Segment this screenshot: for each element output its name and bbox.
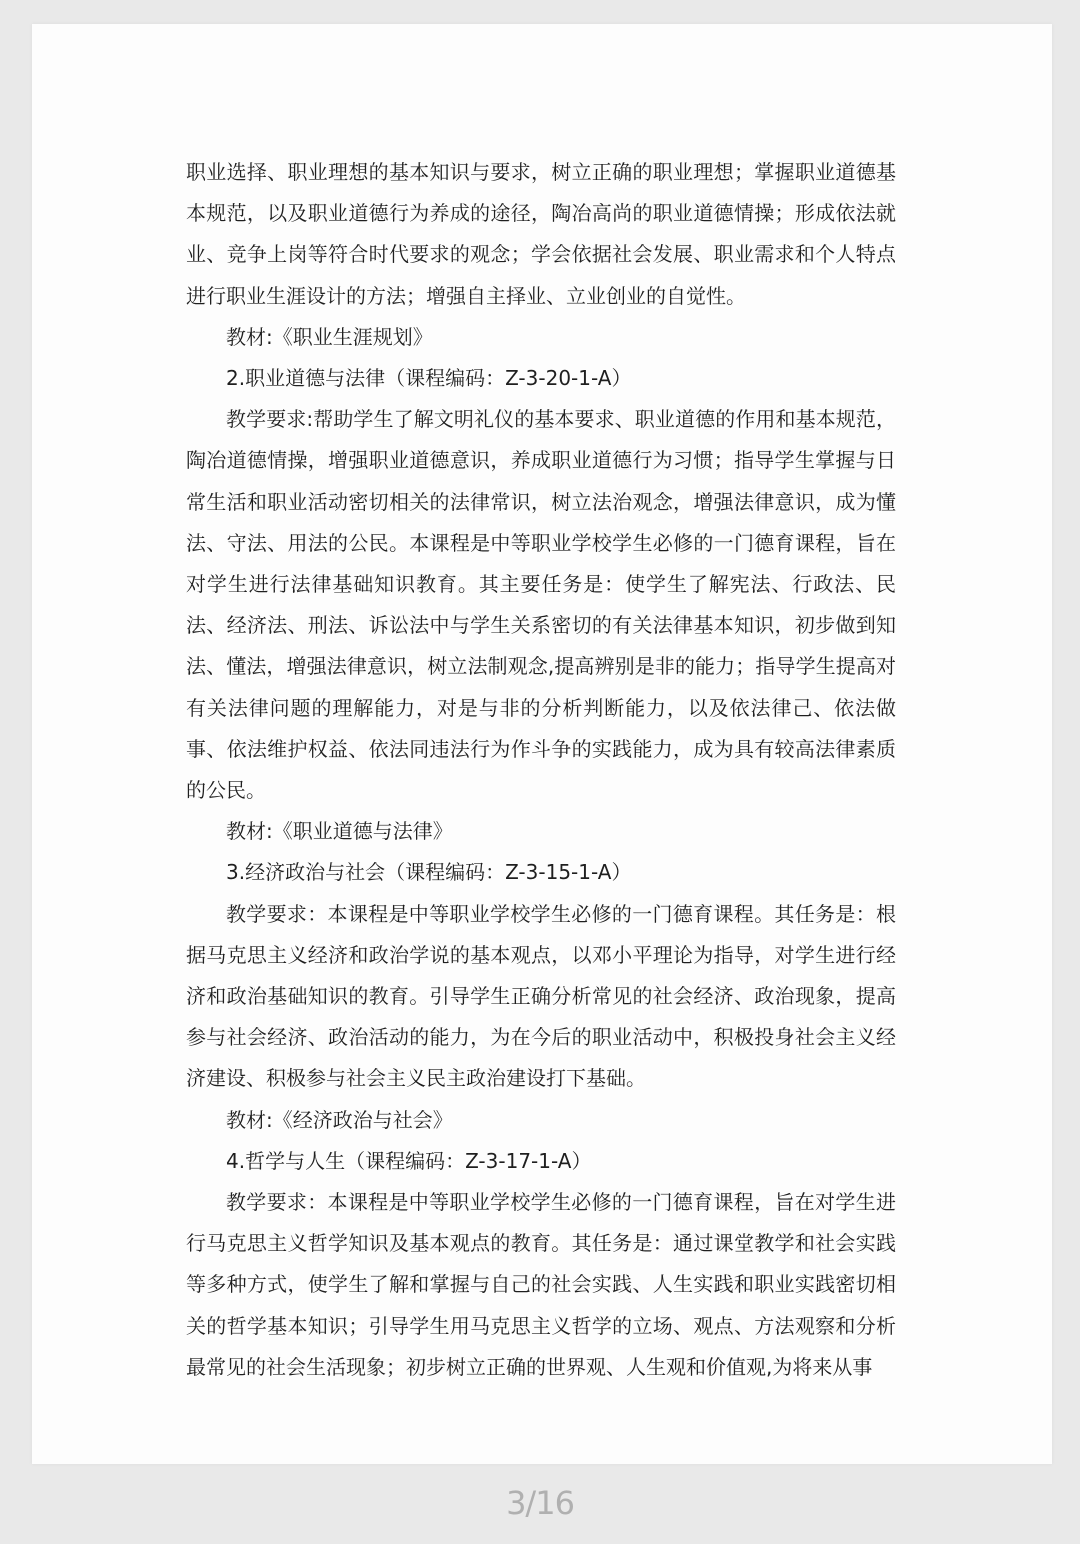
- page-number: 3/16: [506, 1484, 574, 1522]
- course-heading-economics-politics: 3.经济政治与社会（课程编码：Z-3-15-1-A）: [226, 860, 632, 885]
- paragraph-career-goals: 职业选择、职业理想的基本知识与要求，树立正确的职业理想；掌握职业道德基本规范，以及职业道德行为养成的途径，陶冶高尚的职业道德情操；形成依法就业、竞争上岗等符合时代要求的观念；学会依据社会发展、职业需求和个人特点进行职业生涯设计的方法；增强自主择业、立业创业的自觉性。: [186, 160, 896, 308]
- textbook-career-planning: 教材:《职业生涯规划》: [226, 324, 433, 349]
- textbook-economics-politics: 教材:《经济政治与社会》: [226, 1107, 453, 1132]
- textbook-ethics-law: 教材:《职业道德与法律》: [226, 819, 453, 844]
- course-heading-ethics-law: 2.职业道德与法律（课程编码：Z-3-20-1-A）: [226, 366, 632, 391]
- paragraph-ethics-law-requirements: 教学要求:帮助学生了解文明礼仪的基本要求、职业道德的作用和基本规范，陶冶道德情操，增强职业道德意识，养成职业道德行为习惯；指导学生掌握与日常生活和职业活动密切相关的法律常识，树立法治观念，增强法律意识，成为懂法、守法、用法的公民。本课程是中等职业学校学生必修的一门德育课程，旨在对学生进行法律基础知识教育。其主要任务是：使学生了解宪法、行政法、民法、经济法、刑法、诉讼法中与学生关系密切的有关法律基本知识，初步做到知法、懂法，增强法律意识，树立法制观念,提高辨别是非的能力；指导学生提高对有关法律问题的理解能力，对是与非的分析判断能力，以及依法律己、依法做事、依法维护权益、依法同违法行为作斗争的实践能力，成为具有较高法律素质的公民。: [186, 407, 896, 803]
- course-heading-philosophy: 4.哲学与人生（课程编码：Z-3-17-1-A）: [226, 1148, 592, 1173]
- paragraph-philosophy-requirements: 教学要求：本课程是中等职业学校学生必修的一门德育课程，旨在对学生进行马克思主义哲学知识及基本观点的教育。其任务是：通过课堂教学和社会实践等多种方式，使学生了解和掌握与自己的社会实践、人生实践和职业实践密切相关的哲学基本知识；引导学生用马克思主义哲学的立场、观点、方法观察和分析最常见的社会生活现象；初步树立正确的世界观、人生观和价值观,为将来从事: [186, 1190, 896, 1379]
- paragraph-economics-politics-requirements: 教学要求：本课程是中等职业学校学生必修的一门德育课程。其任务是：根据马克思主义经济和政治学说的基本观点，以邓小平理论为指导，对学生进行经济和政治基础知识的教育。引导学生正确分析常见的社会经济、政治现象，提高参与社会经济、政治活动的能力，为在今后的职业活动中，积极投身社会主义经济建设、积极参与社会主义民主政治建设打下基础。: [186, 901, 896, 1091]
- document-body: [186, 152, 896, 1388]
